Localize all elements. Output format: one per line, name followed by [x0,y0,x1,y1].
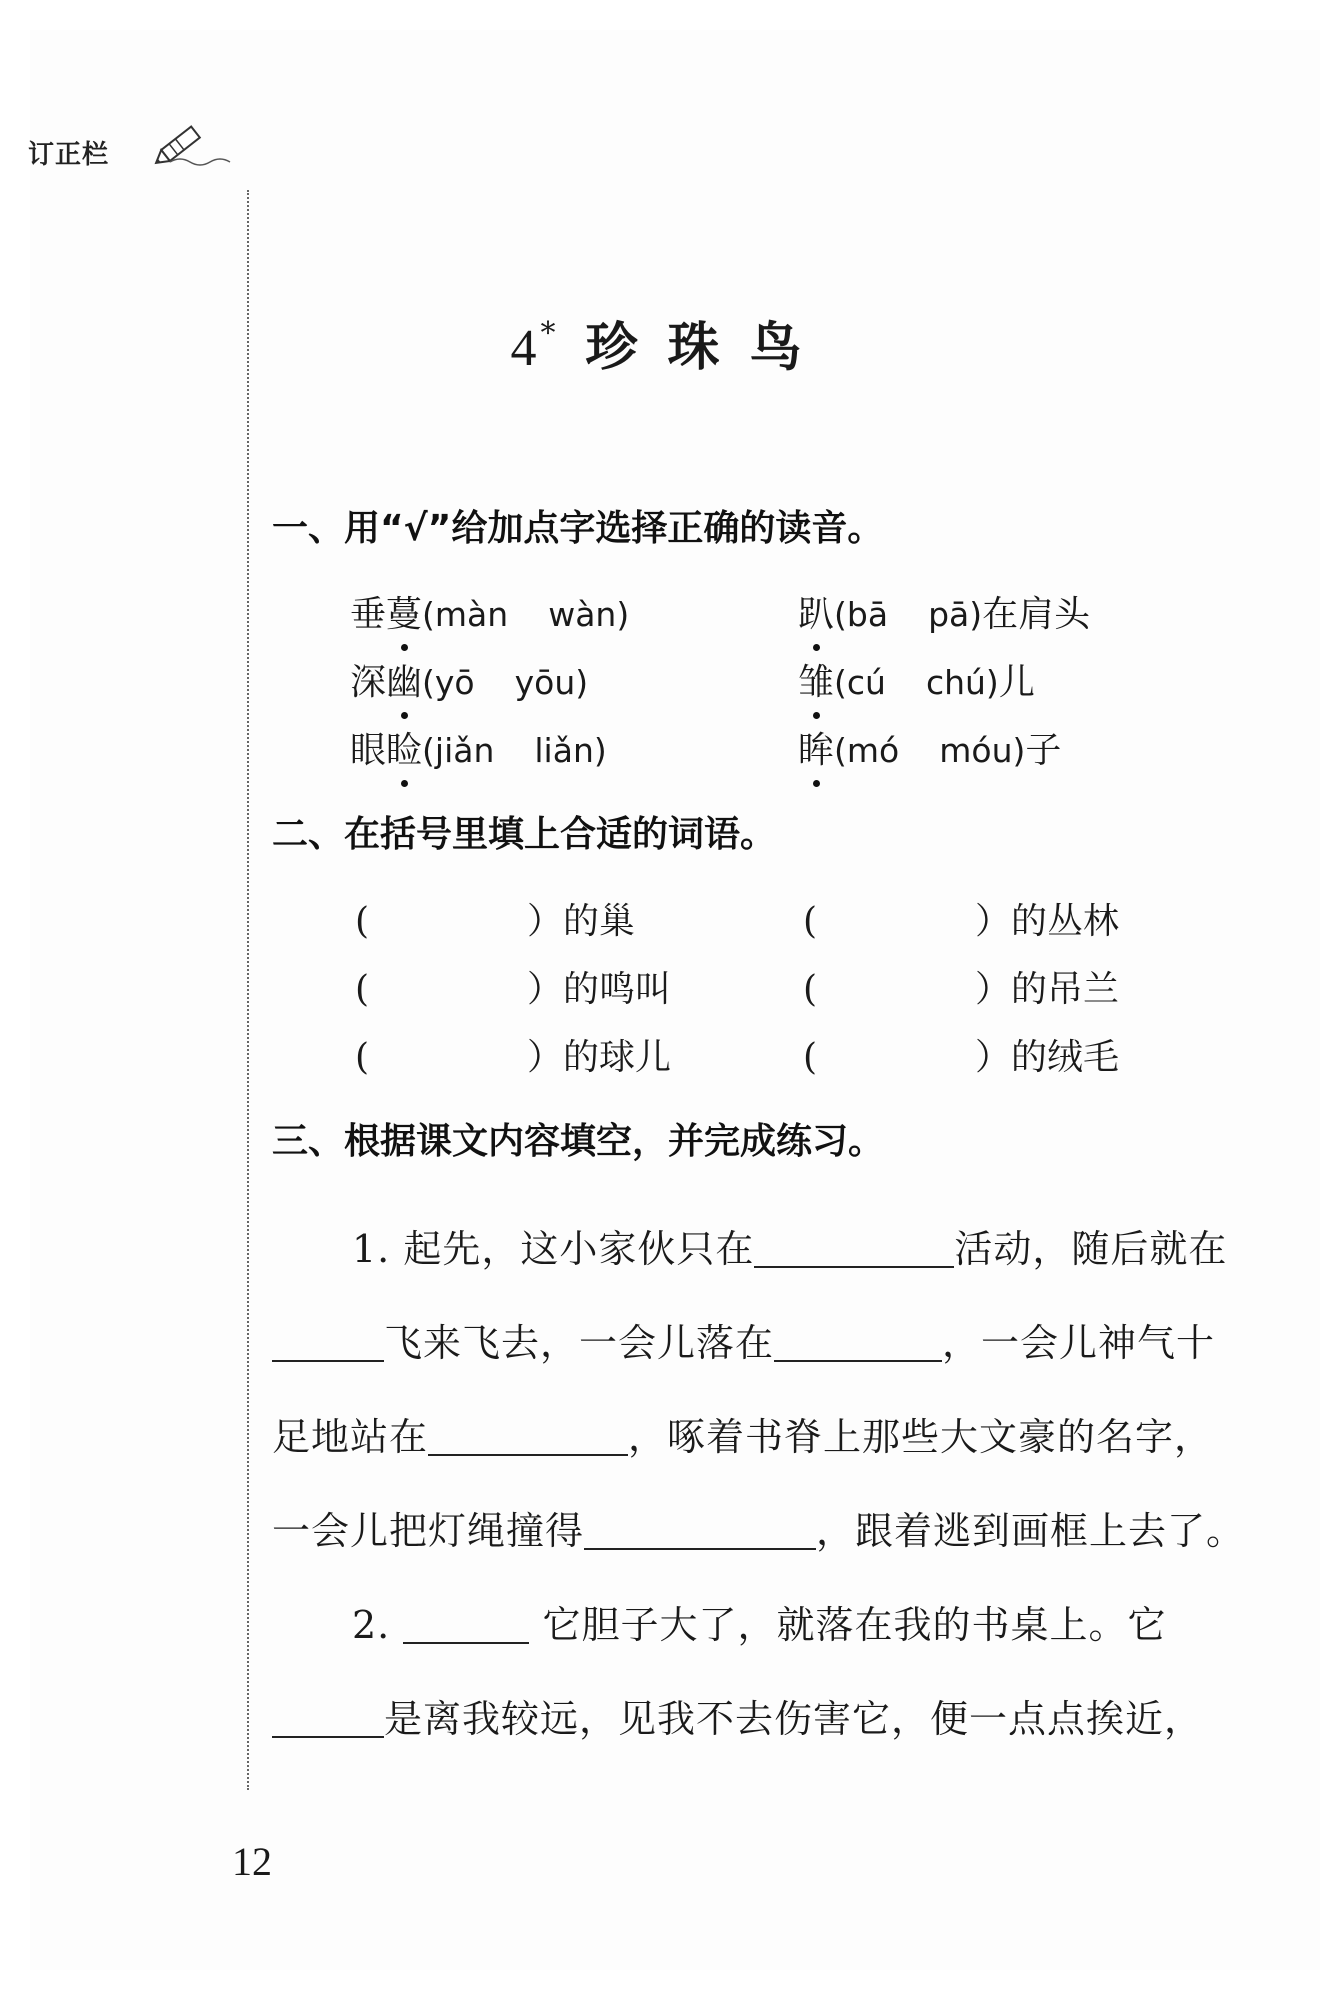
pinyin-option[interactable]: chú) [925,663,999,702]
section3-heading: 三、根据课文内容填空，并完成练习。 [272,1121,885,1162]
passage-line [272,1688,1203,1743]
pinyin-option[interactable]: liǎn) [534,731,607,770]
pinyin-item [798,654,1035,705]
answer-blank[interactable] [754,1226,954,1268]
lesson-star: * [540,316,560,351]
margin-divider [247,190,249,1790]
passage-text: ，啄着书脊上那些大文豪的名字， [628,1415,1214,1459]
pinyin-option[interactable]: pā) [928,595,983,634]
pinyin-item [350,586,629,637]
passage-text: 一会儿把灯绳撞得 [272,1509,585,1553]
pinyin-option[interactable]: móu) [939,731,1026,770]
pinyin-item [798,586,1090,637]
item-prefix: 眼 [350,730,387,771]
lesson-title [0,305,1342,380]
item-suffix: 儿 [998,662,1035,703]
fill-item-text: ）的鸣叫 [527,969,672,1010]
lesson-name: 珍珠鸟 [585,318,832,378]
passage-text: 是离我较远，见我不去伤害它，便一点点挨近， [384,1697,1204,1741]
pinyin-item [350,654,588,705]
passage-text: 飞来飞去，一会儿落在 [384,1321,775,1365]
pinyin-option[interactable]: (bā [834,595,889,634]
passage-text: ，跟着逃到画框上去了。 [816,1509,1246,1553]
passage-text: 活动，随后就在 [954,1227,1228,1271]
passage-text: 1. 起先，这小家伙只在 [352,1227,755,1271]
fill-item-text: ）的丛林 [975,901,1120,942]
answer-blank[interactable] [272,1696,384,1738]
fill-item[interactable] [355,961,671,1012]
fill-item[interactable] [803,893,1119,944]
passage-line [272,1312,1215,1367]
dotted-char: 眸 [798,730,835,771]
dotted-char: 幽 [386,662,423,703]
answer-blank[interactable] [774,1320,942,1362]
open-paren: ( [355,901,370,942]
pinyin-option[interactable]: (cú [834,663,886,702]
pencil-icon [150,118,240,170]
fill-item[interactable] [803,1029,1119,1080]
dotted-char: 趴 [798,594,835,635]
fill-item-text: ）的吊兰 [975,969,1120,1010]
fill-item[interactable] [355,893,635,944]
pinyin-item [350,722,607,773]
passage-line [352,1594,1166,1649]
open-paren: ( [355,969,370,1010]
dotted-char: 睑 [386,730,423,771]
fill-item[interactable] [355,1029,671,1080]
pinyin-option[interactable]: yōu) [514,663,589,702]
answer-blank[interactable] [272,1320,384,1362]
correction-column-label: 订正栏 [28,140,110,170]
passage-line [352,1218,1227,1273]
item-prefix: 深 [350,662,387,703]
item-prefix: 垂 [350,594,387,635]
answer-blank[interactable] [403,1602,529,1644]
item-suffix: 子 [1025,730,1062,771]
pinyin-item [798,722,1061,773]
item-suffix: 在肩头 [982,594,1091,635]
passage-text: ，一会儿神气十 [942,1321,1216,1365]
section1-heading: 一、用“√”给加点字选择正确的读音。 [272,508,884,549]
passage-text: 足地站在 [272,1415,429,1459]
passage-line [272,1500,1245,1555]
fill-item-text: ）的巢 [527,901,636,942]
fill-item-text: ）的绒毛 [975,1037,1120,1078]
passage-line [272,1406,1213,1461]
pinyin-option[interactable]: (mó [834,731,900,770]
open-paren: ( [803,1037,818,1078]
open-paren: ( [803,901,818,942]
answer-blank[interactable] [428,1414,628,1456]
dotted-char: 雏 [798,662,835,703]
passage-text: 2. [352,1603,391,1647]
pinyin-option[interactable]: (màn [422,595,509,634]
open-paren: ( [355,1037,370,1078]
section2-heading: 二、在括号里填上合适的词语。 [272,814,777,855]
passage-text: 它胆子大了，就落在我的书桌上。它 [542,1603,1167,1647]
page-number: 12 [232,1839,272,1884]
pinyin-option[interactable]: wàn) [548,595,630,634]
pinyin-option[interactable]: (jiǎn [422,731,495,770]
answer-blank[interactable] [584,1508,816,1550]
pinyin-option[interactable]: (yō [422,663,475,702]
fill-item[interactable] [803,961,1119,1012]
fill-item-text: ）的球儿 [527,1037,672,1078]
open-paren: ( [803,969,818,1010]
lesson-number: 4 [510,320,541,377]
dotted-char: 蔓 [386,594,423,635]
